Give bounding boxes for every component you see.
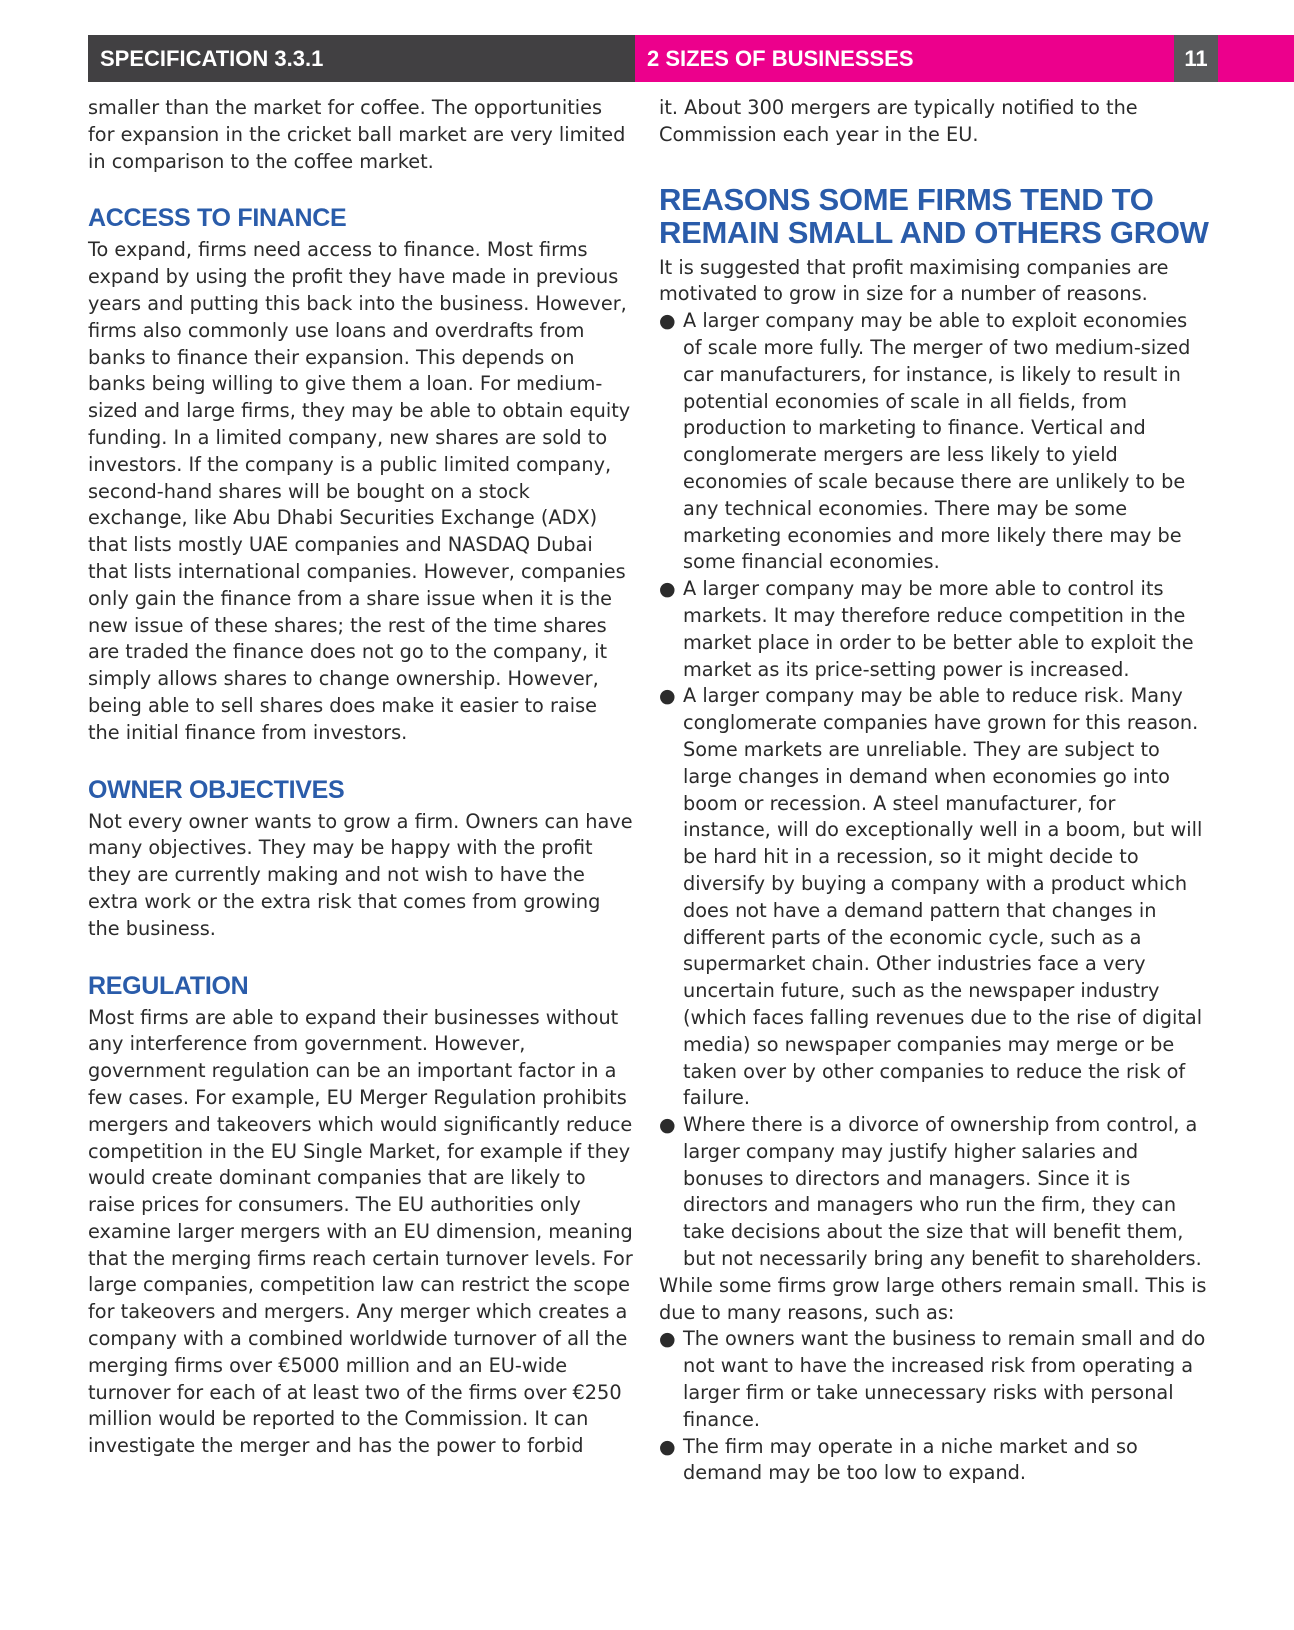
reasons-heading: REASONS SOME FIRMS TEND TO REMAIN SMALL AND OTHERS GROW [659, 181, 1209, 250]
list-item [659, 308, 1209, 576]
small-intro: While some firms grow large others remain small. This is due to many reasons, such as: [659, 1273, 1207, 1324]
page-number-box [1174, 35, 1218, 82]
bullet-icon: ● [659, 1328, 676, 1351]
bullet-icon: ● [659, 310, 676, 333]
chapter-title: 2 SIZES OF BUSINESSES [647, 45, 914, 71]
list-item [659, 1326, 1209, 1433]
bullet-icon: ● [659, 578, 676, 601]
bullet-icon: ● [659, 1114, 676, 1137]
list-item [659, 576, 1209, 683]
bullet-icon: ● [659, 1435, 676, 1458]
spec-banner [88, 35, 635, 82]
list-item-text: The owners want the business to remain small and do not want to have the increased risk from operating a larger firm or take unnecessary risks with personal finance. [683, 1327, 1206, 1431]
page-number: 11 [1184, 45, 1208, 71]
owner-paragraph: Not every owner wants to grow a firm. Owners can have many objectives. They may be happy with the profit they are currently making and not wish to have the extra work or the extra risk that comes from growing the business. [88, 809, 633, 940]
left-column [88, 95, 633, 1460]
list-item-text: The firm may operate in a niche market and so demand may be too low to expand. [683, 1434, 1138, 1485]
regulation-paragraph: Most firms are able to expand their businesses without any interference from government. However, government regulation can be an important factor in a few cases. For example, EU Merger Regulation prohibits mergers and takeovers which would significantly reduce competition in the EU Single Market, for example if they would create dominant companies that are likely to raise prices for consumers. The EU authorities only examine larger mergers with an EU dimension, meaning that the merging firms reach certain turnover levels. For large companies, competition law can restrict the scope for takeovers and mergers. Any merger which creates a company with a combined worldwide turnover of all the merging firms over €5000 million and an EU-wide turnover for each of at least two of the firms over €250 million would be reported to the Commission. It can investigate the merger and has the power to forbid [88, 1005, 633, 1458]
list-item [659, 1434, 1209, 1488]
list-item-text: Where there is a divorce of ownership from control, a larger company may justify higher salaries and bonuses to directors and managers. Since it is directors and managers who run the firm, they can take decisions about the size that will benefit them, but not necessarily bring any benefit to shareholders. [683, 1113, 1202, 1271]
right-column [659, 95, 1209, 1487]
small-reasons-list [659, 1326, 1209, 1487]
page-header [88, 35, 1294, 82]
list-item [659, 683, 1209, 1112]
grow-reasons-list [659, 308, 1209, 1273]
continuation-paragraph: it. About 300 mergers are typically notified to the Commission each year in the EU. [659, 96, 1138, 146]
owner-heading: OWNER OBJECTIVES [88, 775, 345, 804]
intro-paragraph: smaller than the market for coffee. The opportunities for expansion in the cricket ball market are very limited in comparison to the coffee market. [88, 96, 626, 173]
bullet-icon: ● [659, 685, 676, 708]
list-item [659, 1112, 1209, 1273]
finance-heading: ACCESS TO FINANCE [88, 204, 347, 233]
reasons-intro: It is suggested that profit maximising companies are motivated to grow in size for a number of reasons. [659, 255, 1169, 306]
chapter-banner [635, 35, 1174, 82]
list-item-text: A larger company may be more able to control its markets. It may therefore reduce competition in the market place in order to be better able to exploit the market as its price-setting power is increased. [683, 577, 1194, 681]
header-accent [1218, 35, 1294, 82]
regulation-heading: REGULATION [88, 971, 249, 1000]
finance-paragraph: To expand, firms need access to finance. Most firms expand by using the profit they have made in previous years and putting this back into the business. However, firms also commonly use loans and overdrafts from banks to finance their expansion. This depends on banks being willing to give them a loan. For medium-sized and large firms, they may be able to obtain equity funding. In a limited company, new shares are sold to investors. If the company is a public limited company, second-hand shares will be bought on a stock exchange, like Abu Dhabi Securities Exchange (ADX) that lists mostly UAE companies and NASDAQ Dubai that lists international companies. However, companies only gain the finance from a share issue when it is the new issue of these shares; the rest of the time shares are traded the finance does not go to the company, it simply allows shares to change ownership. However, being able to sell shares does make it easier to raise the initial finance from investors. [88, 238, 631, 744]
spec-label: SPECIFICATION 3.3.1 [100, 45, 324, 71]
list-item-text: A larger company may be able to exploit economies of scale more fully. The merger of two medium-sized car manufacturers, for instance, is likely to result in potential economies of scale in all fields, from production to marketing to finance. Vertical and conglomerate mergers are less likely to yield economies of scale because there are unlikely to be any technical economies. There may be some marketing economies and more likely there may be some financial economies. [683, 309, 1191, 574]
list-item-text: A larger company may be able to reduce risk. Many conglomerate companies have grown for this reason. Some markets are unreliable. They are subject to large changes in demand when economies go into boom or recession. A steel manufacturer, for instance, will do exceptionally well in a boom, but will be hard hit in a recession, so it might decide to diversify by buying a company with a product which does not have a demand pattern that changes in different parts of the economic cycle, such as a supermarket chain. Other industries face a very uncertain future, such as the newspaper industry (which faces falling revenues due to the rise of digital media) so newspaper companies may merge or be taken over by other companies to reduce the risk of failure. [683, 684, 1203, 1110]
